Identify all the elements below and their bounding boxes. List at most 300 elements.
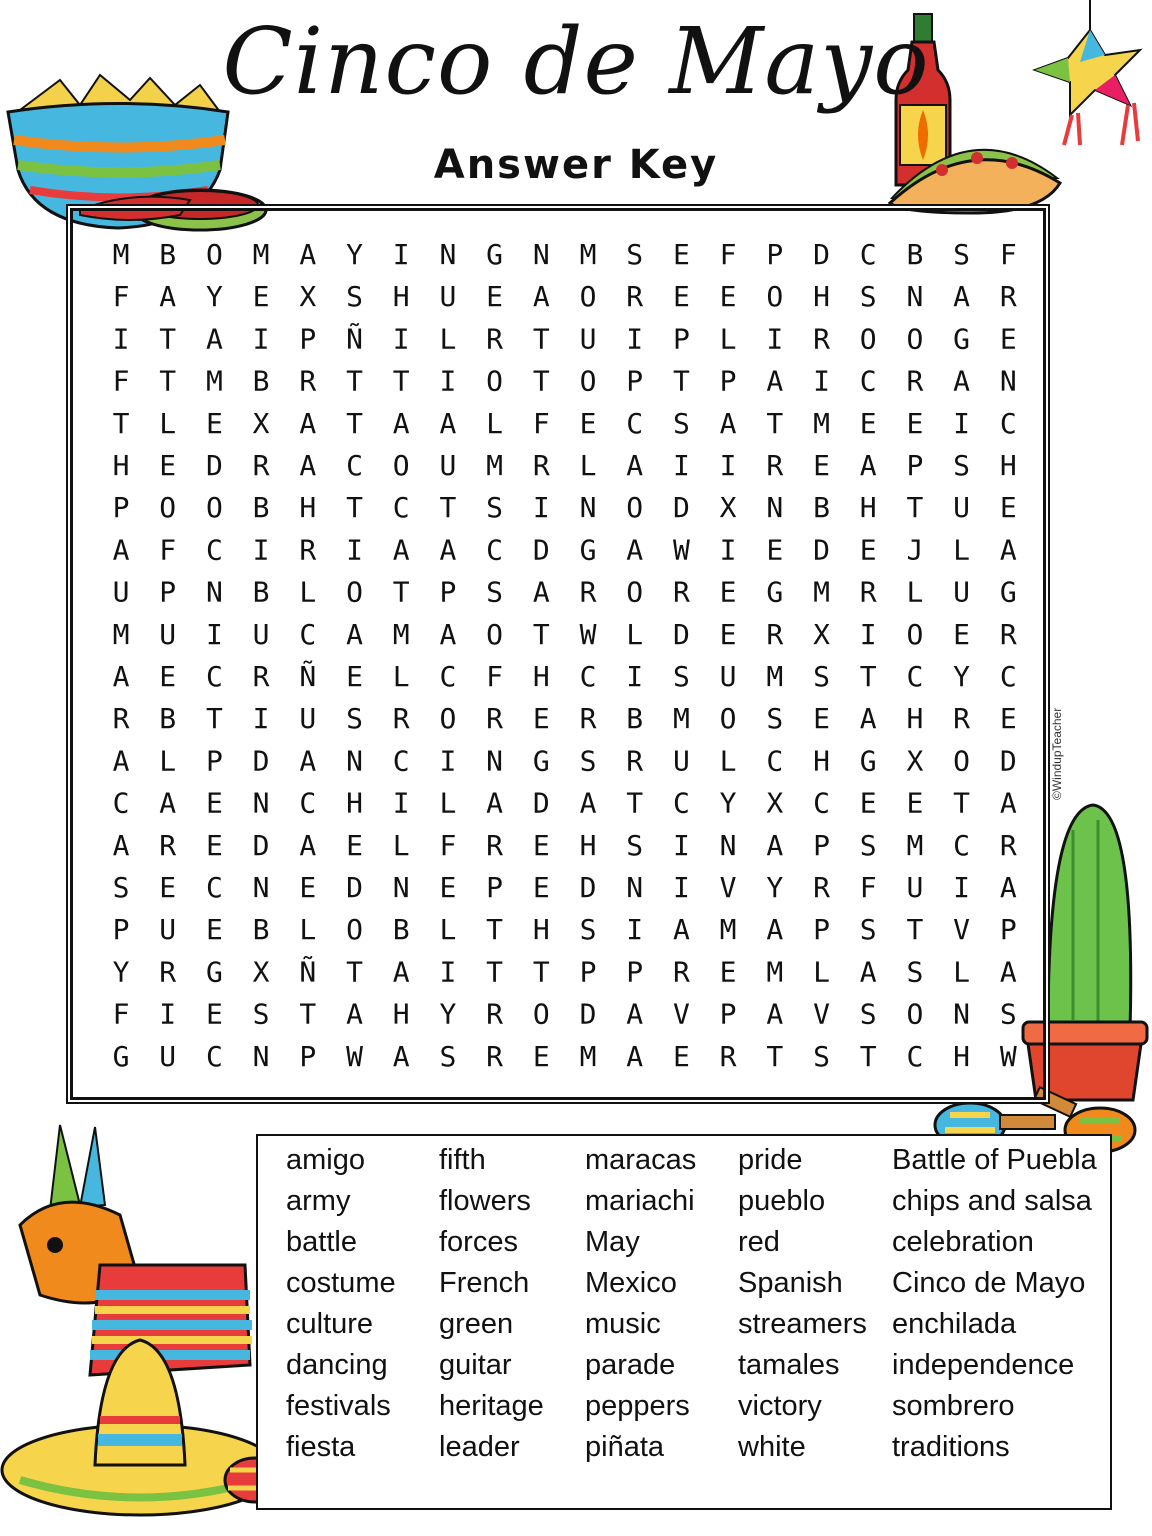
grid-letter: S — [999, 997, 1017, 1031]
grid-letter: E — [672, 238, 690, 271]
grid-letter: N — [532, 238, 550, 271]
grid-letter: E — [205, 828, 223, 862]
grid-letter: P — [159, 575, 177, 609]
grid-letter: R — [999, 280, 1017, 314]
grid-letter: R — [766, 617, 784, 651]
grid-letter: P — [719, 364, 737, 398]
grid-letter: Y — [766, 871, 784, 904]
grid-letter: L — [439, 786, 457, 820]
grid-letter: L — [906, 575, 924, 609]
grid-letter: R — [579, 575, 597, 609]
grid-letter: N — [953, 997, 971, 1031]
grid-letter: E — [999, 322, 1017, 356]
word-column-5 — [892, 1140, 1097, 1468]
grid-letter: S — [672, 406, 690, 440]
grid-letter: R — [859, 575, 877, 609]
grid-letter: T — [953, 786, 971, 820]
grid-letter: R — [813, 871, 830, 904]
grid-letter: Ñ — [299, 660, 317, 693]
grid-letter: T — [906, 491, 924, 525]
word-list-item: music — [585, 1308, 661, 1340]
grid-letter: A — [999, 786, 1017, 820]
grid-letter: E — [813, 449, 830, 482]
grid-letter: F — [719, 238, 737, 271]
grid-letter: M — [719, 913, 737, 947]
grid-letter: X — [766, 786, 784, 820]
grid-letter: R — [719, 1039, 737, 1073]
grid-letter: Y — [719, 786, 737, 820]
grid-letter: H — [392, 997, 410, 1031]
grid-letter: S — [112, 871, 130, 904]
grid-letter: O — [532, 997, 550, 1031]
grid-letter: G — [859, 744, 877, 778]
grid-letter: A — [299, 238, 317, 271]
grid-letter: C — [672, 786, 690, 820]
grid-letter: U — [299, 702, 317, 736]
word-list-item: May — [585, 1226, 640, 1258]
grid-letter: E — [532, 702, 550, 736]
word-list-item: pueblo — [738, 1185, 826, 1217]
grid-letter: N — [999, 364, 1017, 398]
grid-letter: U — [252, 617, 270, 651]
grid-letter: I — [112, 322, 130, 356]
grid-letter: L — [299, 575, 317, 609]
grid-letter: O — [626, 575, 644, 609]
grid-letter: F — [532, 406, 550, 440]
grid-letter: X — [299, 280, 317, 314]
grid-letter: A — [859, 955, 877, 989]
grid-letter: C — [486, 533, 504, 567]
grid-letter: I — [159, 997, 177, 1031]
grid-letter: S — [906, 955, 924, 989]
grid-letter: G — [205, 955, 223, 989]
word-list-item: Mexico — [585, 1267, 677, 1299]
word-list-item: heritage — [439, 1390, 544, 1422]
grid-letter: F — [486, 660, 504, 693]
grid-letter: D — [346, 871, 363, 904]
grid-letter: N — [766, 491, 784, 525]
grid-letter: S — [486, 575, 504, 609]
grid-letter: P — [906, 449, 924, 482]
grid-letter: S — [252, 997, 270, 1031]
grid-letter: A — [626, 997, 644, 1031]
grid-letter: D — [532, 533, 550, 567]
grid-letter: H — [299, 491, 317, 525]
word-list-item: festivals — [286, 1390, 391, 1422]
grid-letter: C — [299, 617, 317, 651]
grid-letter: A — [299, 828, 317, 862]
grid-letter: L — [486, 406, 504, 440]
grid-letter: X — [252, 406, 270, 440]
grid-letter: C — [205, 871, 223, 904]
word-list-item: Battle of Puebla — [892, 1144, 1097, 1176]
grid-letter: D — [672, 617, 690, 651]
grid-letter: C — [766, 744, 784, 778]
grid-letter: I — [439, 364, 457, 398]
grid-letter: A — [299, 744, 317, 778]
grid-letter: R — [486, 322, 504, 356]
grid-letter: F — [112, 364, 130, 398]
grid-letter: C — [999, 660, 1017, 693]
grid-letter: D — [813, 238, 830, 271]
grid-letter: H — [532, 913, 550, 947]
grid-letter: R — [159, 955, 177, 989]
grid-letter: U — [112, 575, 130, 609]
word-list-item: pride — [738, 1144, 803, 1176]
grid-letter: P — [626, 955, 644, 989]
grid-letter: L — [626, 617, 644, 651]
grid-letter: M — [205, 364, 223, 398]
grid-letter: T — [159, 364, 177, 398]
grid-letter: H — [112, 449, 130, 482]
grid-letter: A — [999, 871, 1017, 904]
grid-letter: O — [392, 449, 410, 482]
grid-letter: A — [159, 786, 177, 820]
word-list-item: army — [286, 1185, 351, 1217]
grid-letter: U — [953, 491, 971, 525]
grid-letter: A — [112, 660, 130, 693]
grid-letter: I — [672, 871, 690, 904]
word-list-item: flowers — [439, 1185, 531, 1217]
grid-letter: T — [859, 660, 877, 693]
grid-letter: E — [532, 828, 550, 862]
grid-letter: D — [252, 828, 270, 862]
grid-letter: R — [953, 702, 971, 736]
grid-letter: D — [999, 744, 1017, 778]
grid-letter: N — [439, 238, 457, 271]
grid-letter: H — [579, 828, 597, 862]
grid-letter: L — [299, 913, 317, 947]
grid-letters — [73, 211, 1043, 1097]
grid-letter: N — [252, 786, 270, 820]
grid-letter: O — [346, 913, 363, 947]
grid-letter: C — [392, 491, 410, 525]
grid-letter: I — [626, 660, 644, 693]
grid-letter: H — [906, 702, 924, 736]
grid-letter: C — [813, 786, 830, 820]
grid-letter: R — [252, 660, 270, 693]
grid-letter: A — [112, 744, 130, 778]
grid-letter: R — [999, 828, 1017, 862]
word-column-3 — [585, 1140, 696, 1468]
grid-letter: A — [532, 575, 550, 609]
grid-letter: U — [953, 575, 971, 609]
grid-letter: F — [859, 871, 877, 904]
grid-letter: R — [813, 322, 830, 356]
grid-letter: U — [906, 871, 924, 904]
grid-letter: E — [719, 617, 737, 651]
grid-letter: E — [672, 1039, 690, 1073]
grid-letter: M — [672, 702, 690, 736]
grid-letter: A — [159, 280, 177, 314]
grid-letter: C — [205, 1039, 223, 1073]
grid-letter: A — [346, 997, 363, 1031]
grid-letter: A — [299, 449, 317, 482]
grid-letter: H — [813, 280, 830, 314]
grid-letter: A — [999, 955, 1017, 989]
word-list-item: French — [439, 1267, 530, 1299]
word-list-item: celebration — [892, 1226, 1034, 1258]
word-list-item: independence — [892, 1349, 1075, 1381]
grid-letter: R — [299, 364, 317, 398]
grid-letter: A — [766, 913, 784, 947]
grid-letter: A — [392, 955, 410, 989]
grid-letter: L — [159, 406, 177, 440]
grid-letter: N — [579, 491, 597, 525]
grid-letter: E — [719, 575, 737, 609]
grid-letter: Y — [112, 955, 130, 989]
grid-letter: H — [953, 1039, 971, 1073]
grid-letter: D — [205, 449, 223, 482]
grid-letter: O — [205, 238, 223, 271]
grid-letter: R — [486, 702, 504, 736]
grid-letter: A — [766, 828, 784, 862]
grid-letter: I — [205, 617, 223, 651]
grid-letter: T — [112, 406, 130, 440]
grid-letter: O — [906, 322, 924, 356]
grid-letter: I — [766, 322, 784, 356]
grid-letter: S — [859, 280, 877, 314]
word-list — [256, 1134, 1112, 1510]
grid-letter: F — [159, 533, 177, 567]
grid-letter: M — [252, 238, 270, 271]
grid-letter: P — [999, 913, 1017, 947]
grid-letter: E — [999, 491, 1017, 525]
grid-letter: Y — [953, 660, 971, 693]
grid-letter: S — [859, 997, 877, 1031]
word-list-item: dancing — [286, 1349, 388, 1381]
word-list-item: victory — [738, 1390, 822, 1422]
grid-letter: H — [813, 744, 830, 778]
grid-letter: R — [906, 364, 924, 398]
grid-letter: M — [486, 449, 504, 482]
grid-letter: C — [859, 238, 877, 271]
grid-letter: E — [953, 617, 971, 651]
grid-letter: A — [719, 406, 737, 440]
grid-letter: E — [205, 913, 223, 947]
grid-letter: E — [532, 1039, 550, 1073]
grid-letter: N — [719, 828, 737, 862]
grid-letter: B — [159, 702, 177, 736]
grid-letter: L — [439, 913, 457, 947]
word-list-item: battle — [286, 1226, 357, 1258]
word-list-item: forces — [439, 1226, 518, 1258]
grid-letter: O — [719, 702, 737, 736]
word-list-item: leader — [439, 1431, 520, 1463]
grid-letter: A — [112, 533, 130, 567]
grid-letter: A — [626, 1039, 644, 1073]
grid-letter: B — [252, 575, 270, 609]
grid-letter: S — [953, 238, 971, 271]
grid-letter: E — [859, 406, 877, 440]
grid-letter: S — [953, 449, 971, 482]
grid-letter: Ñ — [299, 955, 317, 989]
grid-letter: C — [439, 660, 457, 693]
grid-letter: L — [813, 955, 830, 989]
grid-letter: Y — [346, 238, 363, 271]
grid-letter: T — [486, 955, 504, 989]
grid-letter: C — [299, 786, 317, 820]
grid-letter: S — [346, 280, 363, 314]
grid-letter: U — [159, 1039, 177, 1073]
grid-letter: O — [953, 744, 971, 778]
grid-letter: I — [813, 364, 830, 398]
grid-letter: V — [813, 997, 830, 1031]
grid-letter: T — [859, 1039, 877, 1073]
grid-letter: T — [532, 364, 550, 398]
grid-letter: O — [906, 997, 924, 1031]
grid-letter: B — [252, 913, 270, 947]
grid-letter: A — [205, 322, 223, 356]
grid-letter: A — [439, 533, 457, 567]
grid-letter: W — [346, 1039, 363, 1073]
grid-letter: E — [205, 786, 223, 820]
grid-letter: G — [999, 575, 1017, 609]
grid-letter: T — [486, 913, 504, 947]
grid-letter: T — [159, 322, 177, 356]
grid-letter: I — [672, 828, 690, 862]
grid-letter: O — [486, 364, 504, 398]
grid-letter: E — [906, 406, 924, 440]
grid-letter: Y — [439, 997, 457, 1031]
grid-letter: W — [672, 533, 690, 567]
grid-letter: P — [626, 364, 644, 398]
word-list-item: chips and salsa — [892, 1185, 1092, 1217]
grid-letter: T — [346, 406, 363, 440]
grid-letter: E — [579, 406, 597, 440]
grid-letter: M — [112, 238, 130, 271]
grid-letter: D — [672, 491, 690, 525]
grid-letter: N — [205, 575, 223, 609]
grid-letter: S — [766, 702, 784, 736]
grid-letter: I — [392, 786, 410, 820]
grid-letter: N — [392, 871, 410, 904]
word-list-item: guitar — [439, 1349, 512, 1381]
grid-letter: S — [813, 660, 830, 693]
word-list-item: enchilada — [892, 1308, 1017, 1340]
grid-letter: U — [439, 449, 457, 482]
grid-letter: M — [906, 828, 924, 862]
grid-letter: D — [579, 871, 597, 904]
word-list-item: piñata — [585, 1431, 665, 1463]
grid-letter: M — [766, 955, 784, 989]
grid-letter: C — [859, 364, 877, 398]
grid-letter: A — [392, 406, 410, 440]
grid-letter: M — [392, 617, 410, 651]
grid-letter: I — [672, 449, 690, 482]
grid-letter: P — [486, 871, 504, 904]
grid-letter: C — [346, 449, 363, 482]
grid-letter: O — [159, 491, 177, 525]
grid-letter: C — [626, 406, 644, 440]
grid-letter: E — [159, 660, 177, 693]
grid-letter: I — [859, 617, 877, 651]
word-list-item: white — [738, 1431, 806, 1463]
grid-letter: V — [672, 997, 690, 1031]
grid-letter: T — [672, 364, 690, 398]
word-list-item: Cinco de Mayo — [892, 1267, 1086, 1299]
grid-letter: P — [439, 575, 457, 609]
grid-letter: H — [859, 491, 877, 525]
grid-letter: I — [953, 871, 971, 904]
grid-letter: H — [346, 786, 363, 820]
grid-letter: O — [626, 491, 644, 525]
grid-letter: P — [112, 491, 130, 525]
grid-letter: E — [813, 702, 830, 736]
grid-letter: S — [859, 828, 877, 862]
grid-letter: I — [532, 491, 550, 525]
grid-letter: R — [626, 280, 644, 314]
word-column-1 — [286, 1140, 396, 1468]
grid-letter: E — [766, 533, 784, 567]
grid-letter: T — [392, 364, 410, 398]
grid-letter: X — [719, 491, 737, 525]
grid-letter: X — [906, 744, 924, 778]
grid-letter: C — [579, 660, 597, 693]
grid-letter: I — [392, 322, 410, 356]
word-list-item: red — [738, 1226, 780, 1258]
grid-letter: S — [813, 1039, 830, 1073]
grid-letter: A — [486, 786, 504, 820]
grid-letter: R — [252, 449, 270, 482]
grid-letter: Ñ — [346, 322, 363, 356]
grid-letter: T — [439, 491, 457, 525]
page-subtitle: Answer Key — [433, 142, 719, 188]
grid-letter: U — [439, 280, 457, 314]
grid-letter: R — [159, 828, 177, 862]
grid-letter: X — [252, 955, 270, 989]
grid-letter: E — [859, 533, 877, 567]
grid-letter: T — [766, 406, 784, 440]
grid-letter: I — [439, 955, 457, 989]
grid-letter: R — [486, 1039, 504, 1073]
grid-letter: A — [766, 364, 784, 398]
grid-letter: A — [579, 786, 597, 820]
grid-letter: A — [859, 449, 877, 482]
copyright-credit: ©WindupTeacher — [1050, 707, 1064, 800]
grid-letter: E — [719, 280, 737, 314]
grid-letter: B — [392, 913, 410, 947]
grid-letter: L — [953, 533, 971, 567]
grid-letter: L — [719, 322, 737, 356]
grid-letter: U — [719, 660, 737, 693]
page-title: Cinco de Mayo — [222, 8, 930, 115]
grid-letter: V — [953, 913, 971, 947]
word-list-item: parade — [585, 1349, 676, 1381]
grid-letter: T — [346, 491, 363, 525]
grid-letter: A — [626, 533, 644, 567]
grid-letter: E — [205, 997, 223, 1031]
grid-letter: T — [532, 955, 550, 989]
grid-letter: A — [346, 617, 363, 651]
grid-letter: D — [813, 533, 830, 567]
grid-letter: R — [299, 533, 317, 567]
grid-letter: U — [672, 744, 690, 778]
grid-letter: J — [906, 533, 924, 567]
grid-letter: I — [719, 533, 737, 567]
word-list-item: culture — [286, 1308, 374, 1340]
grid-letter: B — [813, 491, 830, 525]
grid-letter: P — [299, 322, 317, 356]
grid-letter: O — [766, 280, 784, 314]
grid-letter: P — [766, 238, 784, 271]
grid-letter: L — [719, 744, 737, 778]
grid-letter: M — [112, 617, 130, 651]
grid-letter: C — [999, 406, 1017, 440]
grid-letter: T — [906, 913, 924, 947]
grid-letter: C — [112, 786, 130, 820]
grid-letter: O — [859, 322, 877, 356]
